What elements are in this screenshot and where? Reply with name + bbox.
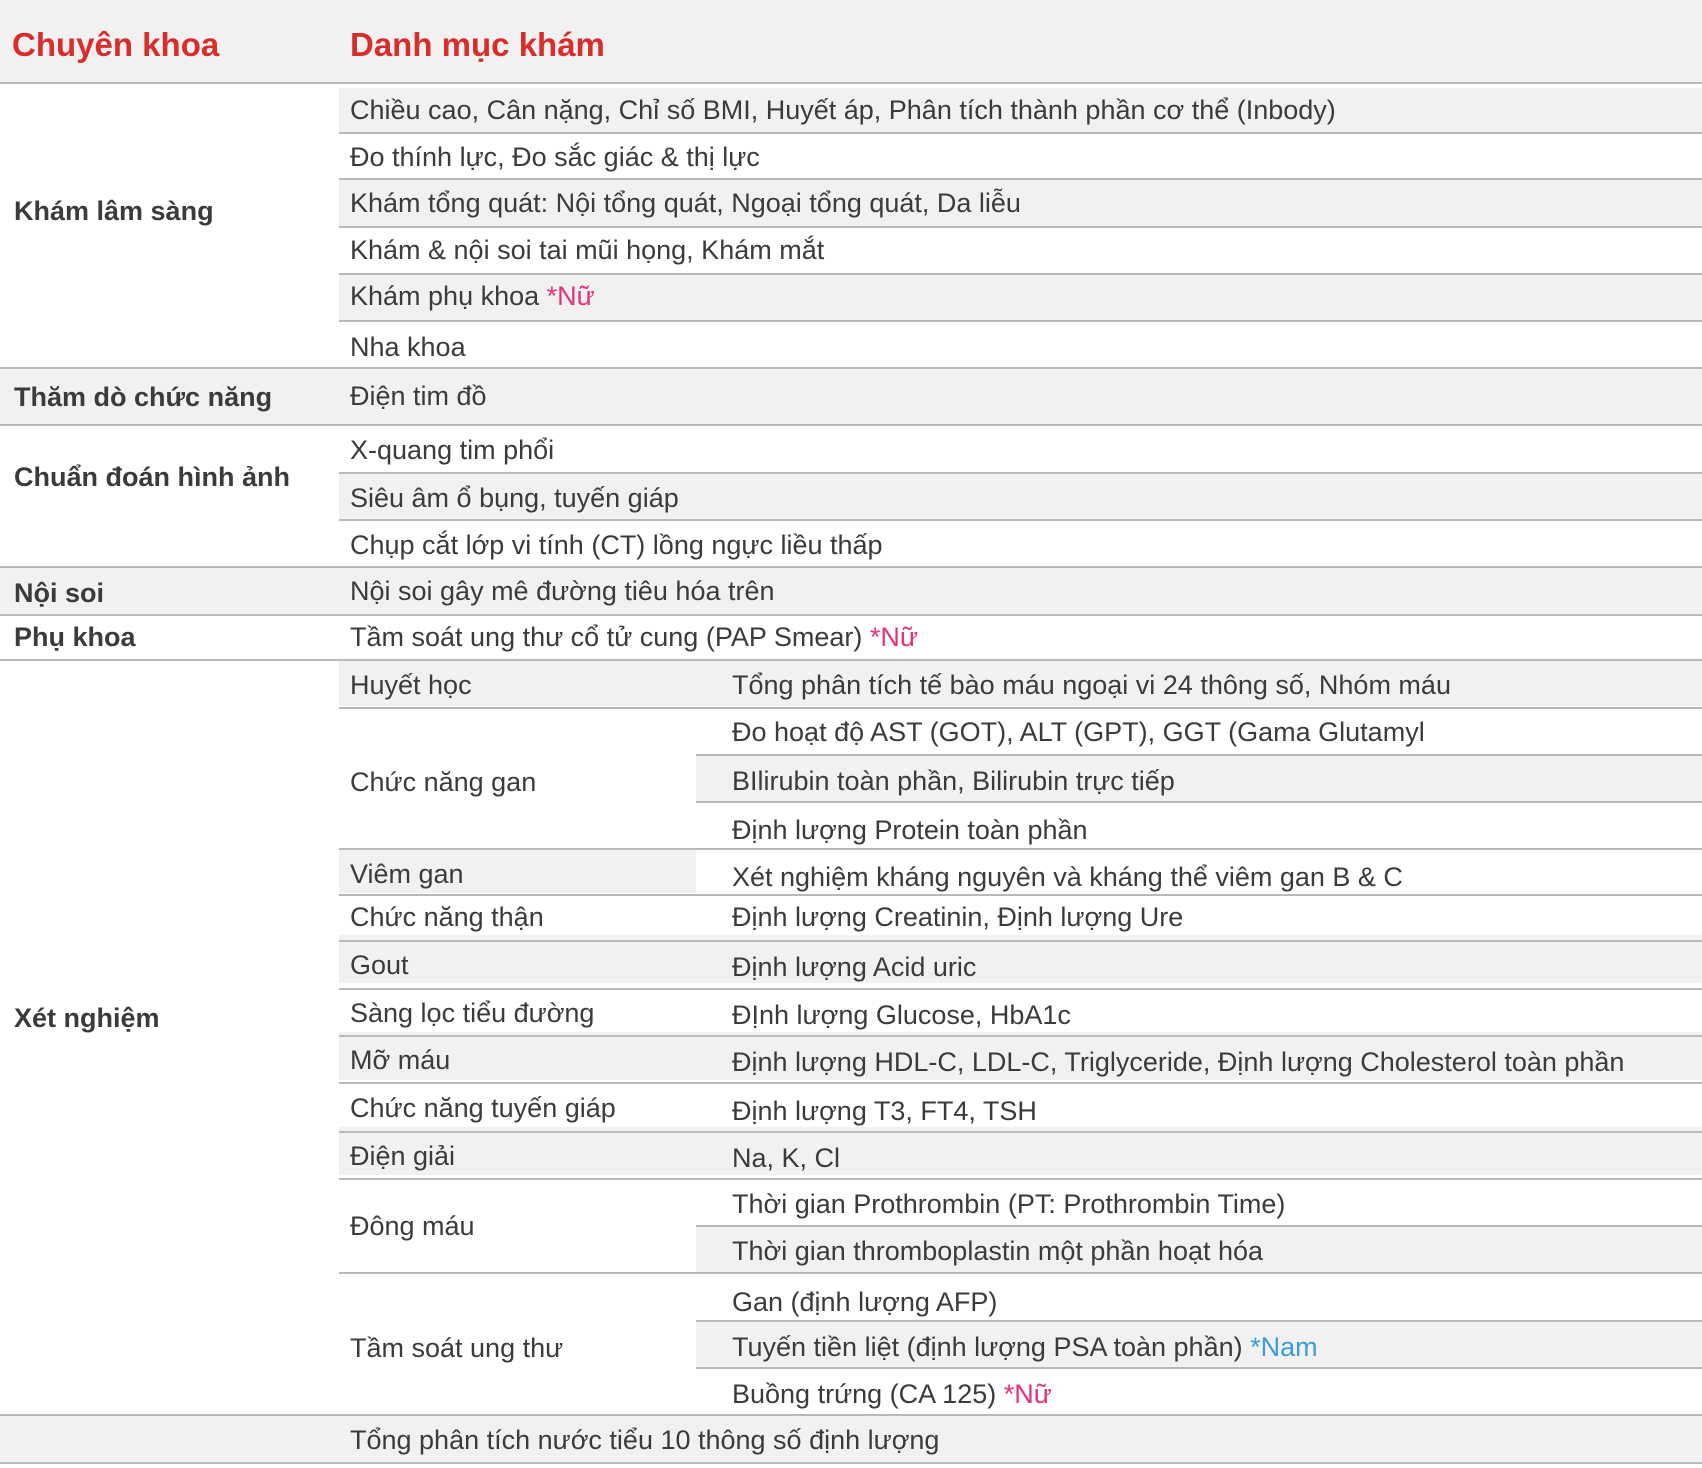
divider — [696, 801, 1702, 803]
divider — [339, 320, 1702, 322]
row-bg — [339, 935, 1702, 983]
item-text: Khám phụ khoa — [350, 281, 540, 311]
female-tag: *Nữ — [869, 622, 918, 652]
divider — [339, 1272, 1702, 1274]
row-bg — [339, 1127, 1702, 1175]
lab-detail: Đo hoạt độ AST (GOT), ALT (GPT), GGT (Gama Glutamyl — [732, 717, 1425, 747]
divider — [339, 1178, 1702, 1180]
lab-group: Mỡ máu — [350, 1045, 451, 1075]
lab-detail: Gan (định lượng AFP) — [732, 1287, 998, 1317]
list-item: Đo thính lực, Đo sắc giác & thị lực — [350, 142, 760, 172]
lab-detail: Định lượng HDL-C, LDL-C, Triglyceride, Định lượng Cholesterol toàn phần — [732, 1047, 1625, 1077]
category-lab: Xét nghiệm — [14, 1003, 160, 1033]
lab-group: Chức năng thận — [350, 902, 544, 932]
category-imaging: Chuẩn đoán hình ảnh — [14, 462, 290, 492]
divider — [696, 1367, 1702, 1369]
lab-detail: ĐỊnh lượng Glucose, HbA1c — [732, 1000, 1071, 1030]
male-tag: *Nam — [1250, 1332, 1318, 1362]
lab-detail: Tổng phân tích tế bào máu ngoại vi 24 thông số, Nhóm máu — [732, 670, 1451, 700]
category-clinical: Khám lâm sàng — [14, 196, 214, 226]
divider — [339, 940, 1702, 942]
list-item: Khám & nội soi tai mũi họng, Khám mắt — [350, 235, 825, 265]
lab-detail: Định lượng Acid uric — [732, 952, 977, 982]
lab-detail: Thời gian Prothrombin (PT: Prothrombin Time) — [732, 1189, 1286, 1219]
lab-group: Đông máu — [350, 1211, 475, 1241]
divider — [339, 519, 1702, 521]
category-function: Thăm dò chức năng — [14, 382, 273, 412]
lab-group: Tầm soát ung thư — [350, 1333, 564, 1363]
divider — [339, 1082, 1702, 1084]
female-tag: *Nữ — [1003, 1379, 1052, 1409]
list-item: Chụp cắt lớp vi tính (CT) lồng ngực liều thấp — [350, 530, 883, 560]
lab-detail — [732, 1379, 1052, 1410]
divider — [0, 614, 1702, 616]
divider — [339, 273, 1702, 275]
lab-detail: BIlirubin toàn phần, Bilirubin trực tiếp — [732, 766, 1175, 796]
divider — [339, 894, 1702, 896]
list-item — [350, 622, 918, 653]
lab-group: Viêm gan — [350, 859, 464, 889]
list-item: X-quang tim phổi — [350, 435, 555, 465]
female-tag: *Nữ — [546, 281, 595, 311]
divider — [339, 1131, 1702, 1133]
divider — [339, 988, 1702, 990]
lab-detail: Định lượng T3, FT4, TSH — [732, 1096, 1037, 1126]
lab-group: Điện giải — [350, 1141, 456, 1171]
item-text: Buồng trứng (CA 125) — [732, 1379, 997, 1409]
list-item: Nha khoa — [350, 332, 466, 362]
list-item: Nội soi gây mê đường tiêu hóa trên — [350, 576, 775, 606]
item-text: Tuyến tiền liệt (định lượng PSA toàn phần) — [732, 1332, 1243, 1362]
list-item: Điện tim đồ — [350, 381, 487, 411]
divider — [696, 1320, 1702, 1322]
list-item: Tổng phân tích nước tiểu 10 thông số định lượng — [350, 1425, 940, 1455]
divider — [339, 472, 1702, 474]
lab-detail: Thời gian thromboplastin một phần hoạt hóa — [732, 1236, 1264, 1266]
category-gynecology: Phụ khoa — [14, 622, 136, 652]
item-text: Tầm soát ung thư cổ tử cung (PAP Smear) — [350, 622, 863, 652]
divider — [0, 1462, 1702, 1464]
lab-group: Gout — [350, 950, 409, 980]
lab-group: Chức năng gan — [350, 767, 537, 797]
divider — [339, 848, 1702, 850]
table-header — [0, 0, 1702, 84]
lab-group: Chức năng tuyến giáp — [350, 1093, 616, 1123]
header-items: Danh mục khám — [350, 26, 605, 63]
divider — [0, 424, 1702, 426]
list-item: Khám tổng quát: Nội tổng quát, Ngoại tổng quát, Da liễu — [350, 188, 1021, 218]
lab-detail: Na, K, Cl — [732, 1143, 841, 1173]
lab-detail: Định lượng Creatinin, Định lượng Ure — [732, 902, 1184, 932]
divider — [339, 1035, 1702, 1037]
lab-group: Sàng lọc tiểu đường — [350, 998, 595, 1028]
divider — [696, 754, 1702, 756]
divider — [339, 178, 1702, 180]
divider — [339, 132, 1702, 134]
list-item — [350, 281, 595, 312]
lab-detail — [732, 1332, 1318, 1363]
divider — [339, 226, 1702, 228]
divider — [339, 707, 1702, 709]
category-endoscopy: Nội soi — [14, 578, 105, 608]
header-specialty: Chuyên khoa — [12, 26, 220, 63]
lab-detail: Định lượng Protein toàn phần — [732, 815, 1088, 845]
list-item: Chiều cao, Cân nặng, Chỉ số BMI, Huyết áp, Phân tích thành phần cơ thể (Inbody) — [350, 95, 1336, 125]
list-item: Siêu âm ổ bụng, tuyến giáp — [350, 483, 679, 513]
row-bg — [0, 568, 1702, 614]
lab-group: Huyết học — [350, 670, 472, 700]
lab-detail: Xét nghiệm kháng nguyên và kháng thể viêm gan B & C — [732, 862, 1403, 892]
divider — [696, 1225, 1702, 1227]
